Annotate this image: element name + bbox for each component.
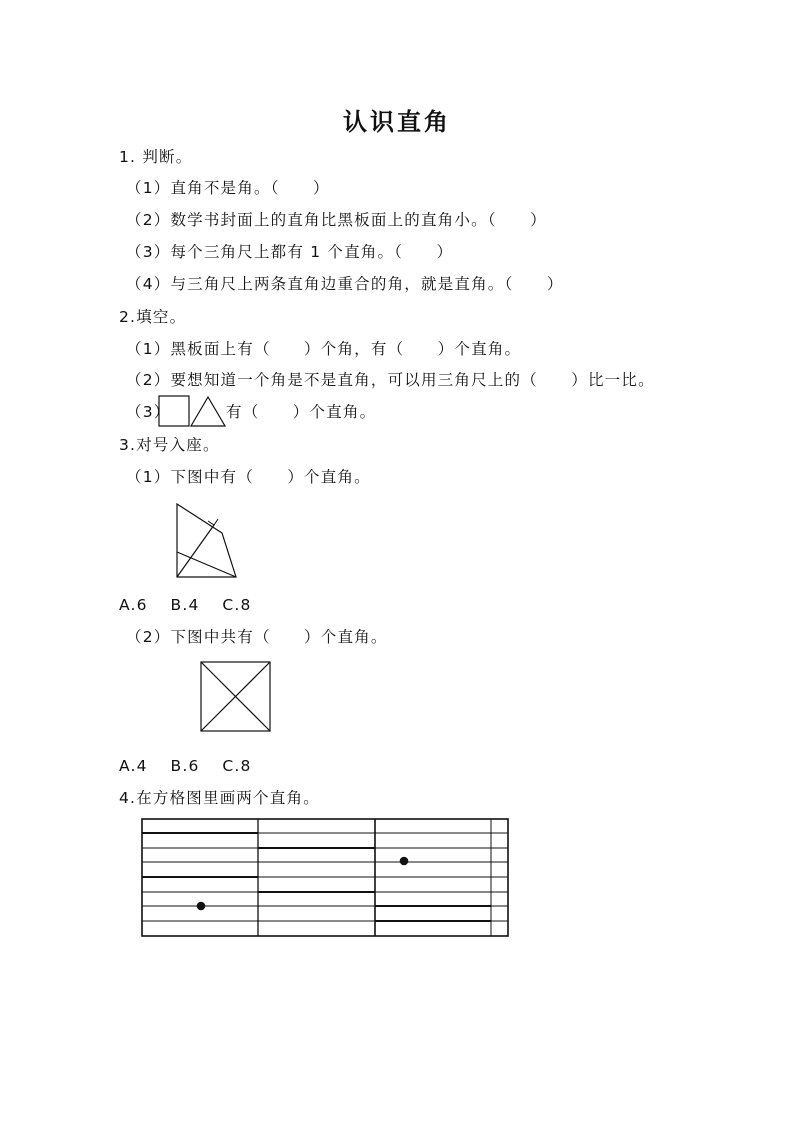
drawing-grid[interactable] [141,816,511,940]
right-angle-marker [208,519,218,525]
question-1-item-3: （3）每个三角尺上都有 1 个直角。（ ） [126,243,454,261]
question-3-part-2-options: A.4 B.6 C.8 [119,757,252,775]
square-shape [159,396,189,426]
question-3-part-1-text: （1）下图中有（ ）个直角。 [126,468,371,486]
question-3-part-2-text: （2）下图中共有（ ）个直角。 [126,628,388,646]
question-1-item-1: （1）直角不是角。（ ） [126,179,330,197]
question-2-item-1: （1）黑板面上有（ ）个角，有（ ）个直角。 [126,340,522,358]
question-2-heading: 2.填空。 [119,308,187,326]
square-and-triangle-figure [158,395,228,428]
square-with-diagonals-figure [200,661,272,733]
quadrilateral-figure [170,498,242,582]
question-1-heading: 1. 判断。 [119,148,193,166]
question-4-heading: 4.在方格图里画两个直角。 [119,789,320,807]
question-2-item-3-prefix: （3） [126,403,171,421]
page-title: 认识直角 [343,107,451,136]
question-1-item-2: （2）数学书封面上的直角比黑板面上的直角小。（ ） [126,211,547,229]
grid-point-2 [197,902,206,911]
grid-point-1 [400,857,409,866]
question-2-item-2: （2）要想知道一个角是不是直角，可以用三角尺上的（ ）比一比。 [126,371,655,389]
question-3-heading: 3.对号入座。 [119,436,220,454]
question-2-item-3-suffix: 有（ ）个直角。 [226,403,377,421]
triangle-shape [191,397,225,426]
question-1-item-4: （4）与三角尺上两条直角边重合的角，就是直角。（ ） [126,275,564,293]
question-3-part-1-options: A.6 B.4 C.8 [119,596,252,614]
